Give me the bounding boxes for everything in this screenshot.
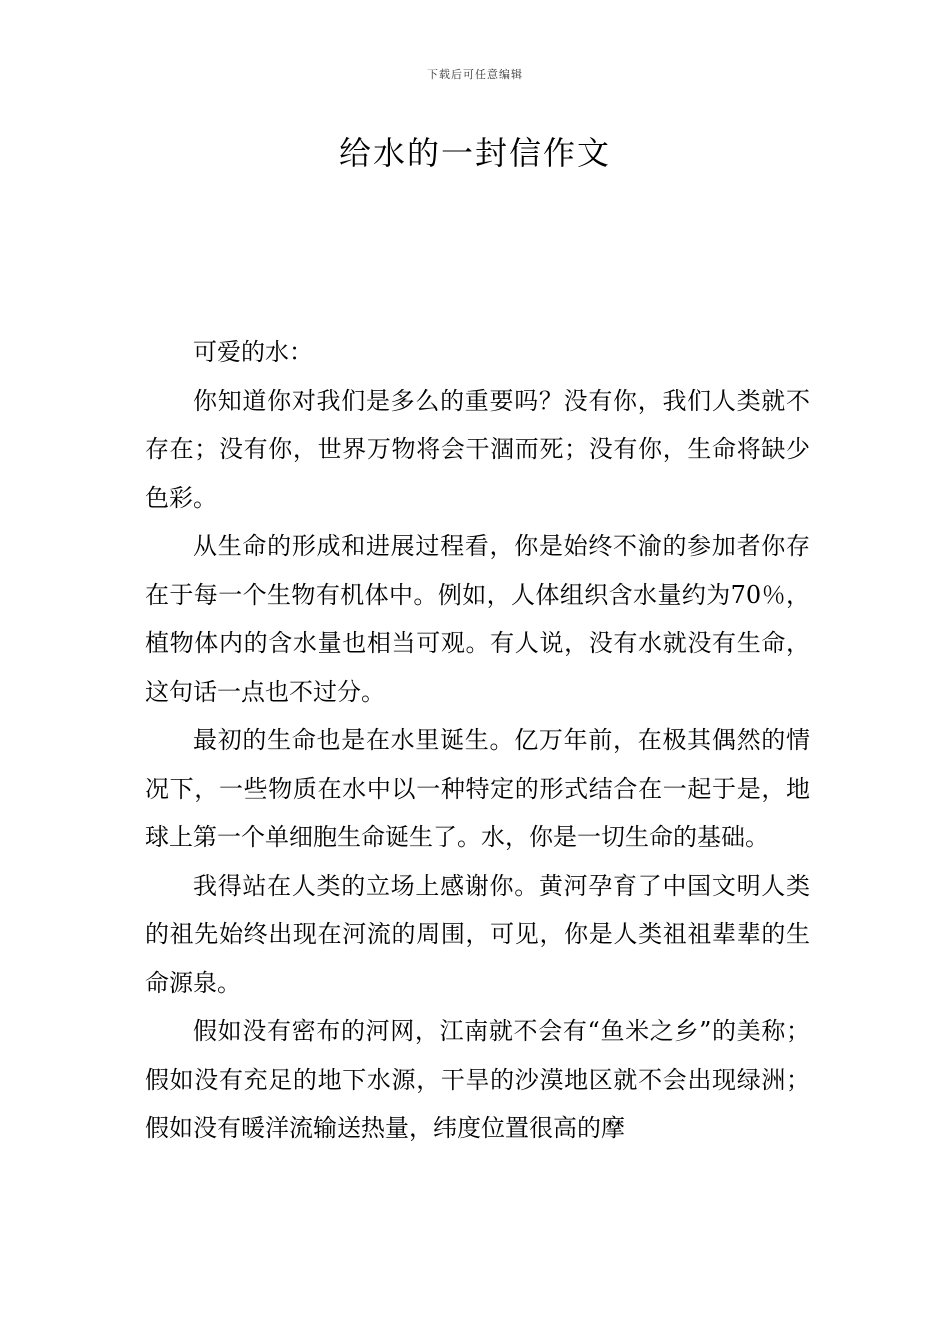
paragraph-1: 你知道你对我们是多么的重要吗？没有你，我们人类就不存在；没有你，世界万物将会干涸而死；没有你，生命将缺少色彩。: [145, 386, 810, 512]
paragraph-2: 从生命的形成和进展过程看，你是始终不渝的参加者你存在于每一个生物有机体中。例如，人体组织含水量约为70％，植物体内的含水量也相当可观。有人说，没有水就没有生命，这句话一点也不过分。: [145, 532, 810, 706]
salutation: 可爱的水：: [193, 338, 313, 366]
header-note: 下载后可任意编辑: [427, 68, 523, 81]
paragraph-4: 我得站在人类的立场上感谢你。黄河孕育了中国文明人类的祖先始终出现在河流的周围，可见，你是人类祖祖辈辈的生命源泉。: [145, 871, 810, 997]
document-title: 给水的一封信作文: [338, 134, 611, 172]
document-body: [145, 328, 810, 1153]
paragraph-3: 最初的生命也是在水里诞生。亿万年前，在极其偶然的情况下，一些物质在水中以一种特定的形式结合在一起于是，地球上第一个单细胞生命诞生了。水，你是一切生命的基础。: [145, 726, 810, 851]
paragraph-5: 假如没有密布的河网，江南就不会有“鱼米之乡”的美称；假如没有充足的地下水源，干旱的沙漠地区就不会出现绿洲；假如没有暖洋流输送热量，纬度位置很高的摩: [145, 1017, 810, 1142]
